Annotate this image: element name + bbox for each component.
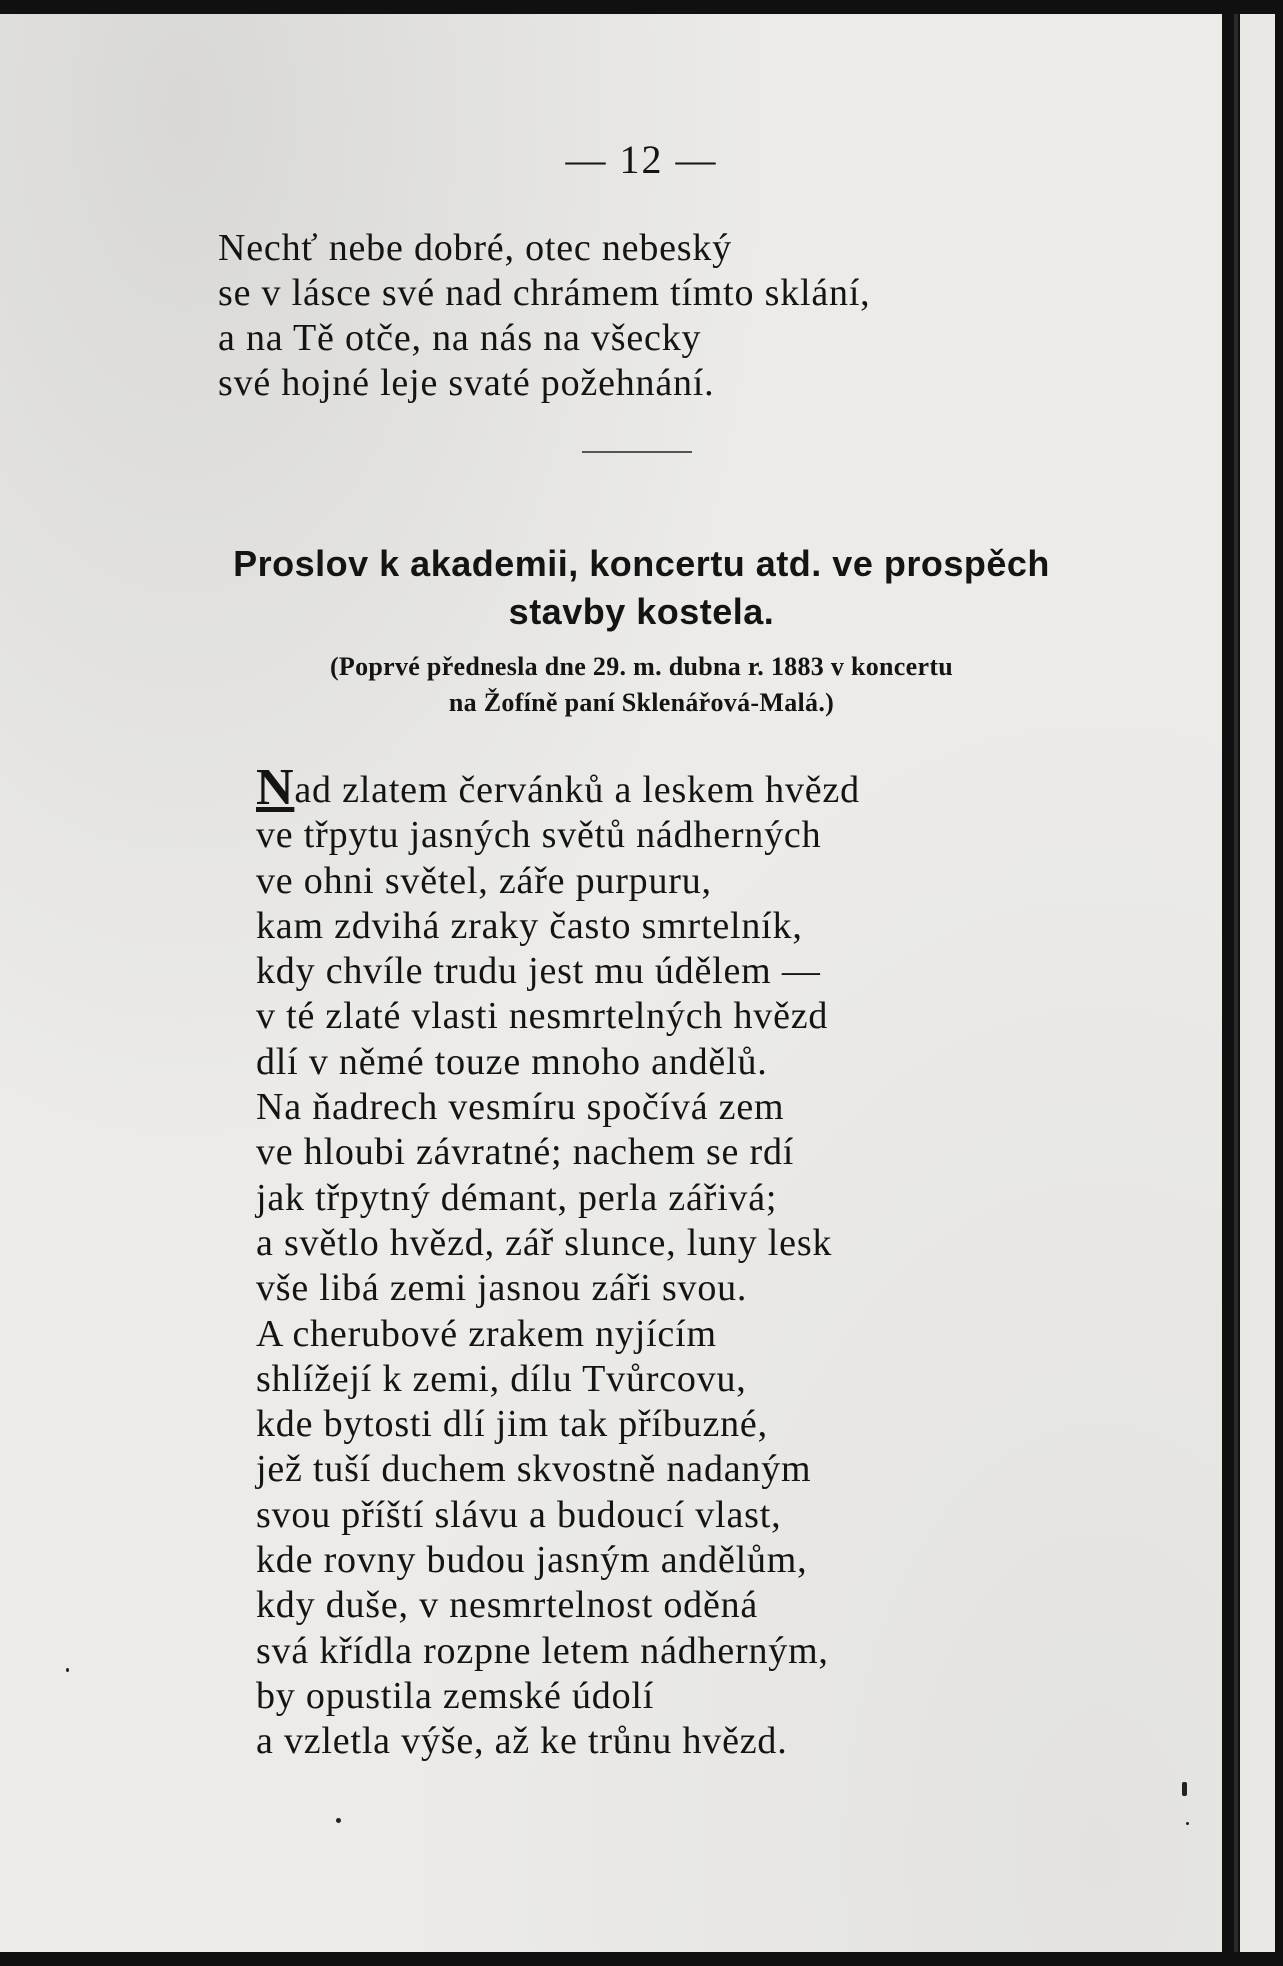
poem-line: svou příští slávu a budoucí vlast, (256, 1493, 782, 1536)
stanza-line: a na Tě otče, na nás na všecky (218, 317, 702, 359)
poem-line: kde rovny budou jasným andělům, (256, 1539, 808, 1582)
poem-line: ve hloubi závratné; nachem se rdí (256, 1131, 795, 1174)
section-title-continued: stavby kostela. (508, 591, 775, 632)
poem-line: v té zlaté vlasti nesmrtelných hvězd (256, 995, 829, 1038)
poem-line: shlížejí k zemi, dílu Tvůrcovu, (256, 1357, 747, 1400)
closing-stanza (218, 226, 871, 406)
stanza-line: své hojné leje svaté požehnání. (218, 362, 715, 404)
poem-first-line-text: ad zlatem červánků a leskem hvězd (294, 769, 860, 811)
stanza-line: se v lásce své nad chrámem tímto sklání, (218, 272, 871, 314)
poem-line: kdy duše, v nesmrtelnost oděná (256, 1584, 759, 1627)
poem-line (256, 759, 860, 816)
adjacent-page-edge (1240, 14, 1275, 1952)
page-number: — 12 — (565, 137, 718, 182)
poem-line: Na ňadrech vesmíru spočívá zem (256, 1086, 785, 1129)
stanza-line: Nechť nebe dobré, otec nebeský (218, 227, 732, 269)
section-divider (582, 451, 692, 453)
ink-speck (336, 1818, 341, 1823)
poem-line: jež tuší duchem skvostně nadaným (256, 1448, 812, 1491)
poem-line: ve třpytu jasných světů nádherných (256, 814, 822, 857)
poem-line: jak třpytný démant, perla zářivá; (256, 1176, 778, 1219)
page-edge (1234, 14, 1238, 1952)
ink-speck (66, 1668, 69, 1672)
performance-note: (Poprvé přednesla dne 29. m. dubna r. 1883 v koncertu (329, 652, 954, 681)
poem-line: by opustila zemské údolí (256, 1674, 655, 1717)
poem-line: vše libá zemi jasnou záři svou. (256, 1267, 748, 1310)
poem-line: kam zdvihá zraky často smrtelník, (256, 904, 803, 947)
section-title: Proslov k akademii, koncertu atd. ve prospěch (233, 543, 1050, 584)
poem-line: A cherubové zrakem nyjícím (256, 1312, 717, 1355)
poem-line: kde bytosti dlí jim tak příbuzné, (256, 1403, 768, 1446)
poem-line: kdy chvíle trudu jest mu údělem — (256, 950, 821, 993)
performance-note-continued: na Žofíně paní Sklenářová-Malá.) (448, 688, 835, 717)
drop-cap-initial: N (256, 759, 295, 816)
poem-body (256, 759, 860, 1765)
ink-speck (1186, 1822, 1189, 1825)
poem-line: a vzletla výše, až ke trůnu hvězd. (256, 1720, 788, 1763)
ink-speck (1182, 1782, 1187, 1796)
poem-line: dlí v němé touze mnoho andělů. (256, 1040, 768, 1083)
poem-line: a světlo hvězd, zář slunce, luny lesk (256, 1221, 833, 1264)
poem-line: ve ohni světel, záře purpuru, (256, 859, 712, 902)
poem-line: svá křídla rozpne letem nádherným, (256, 1629, 829, 1672)
